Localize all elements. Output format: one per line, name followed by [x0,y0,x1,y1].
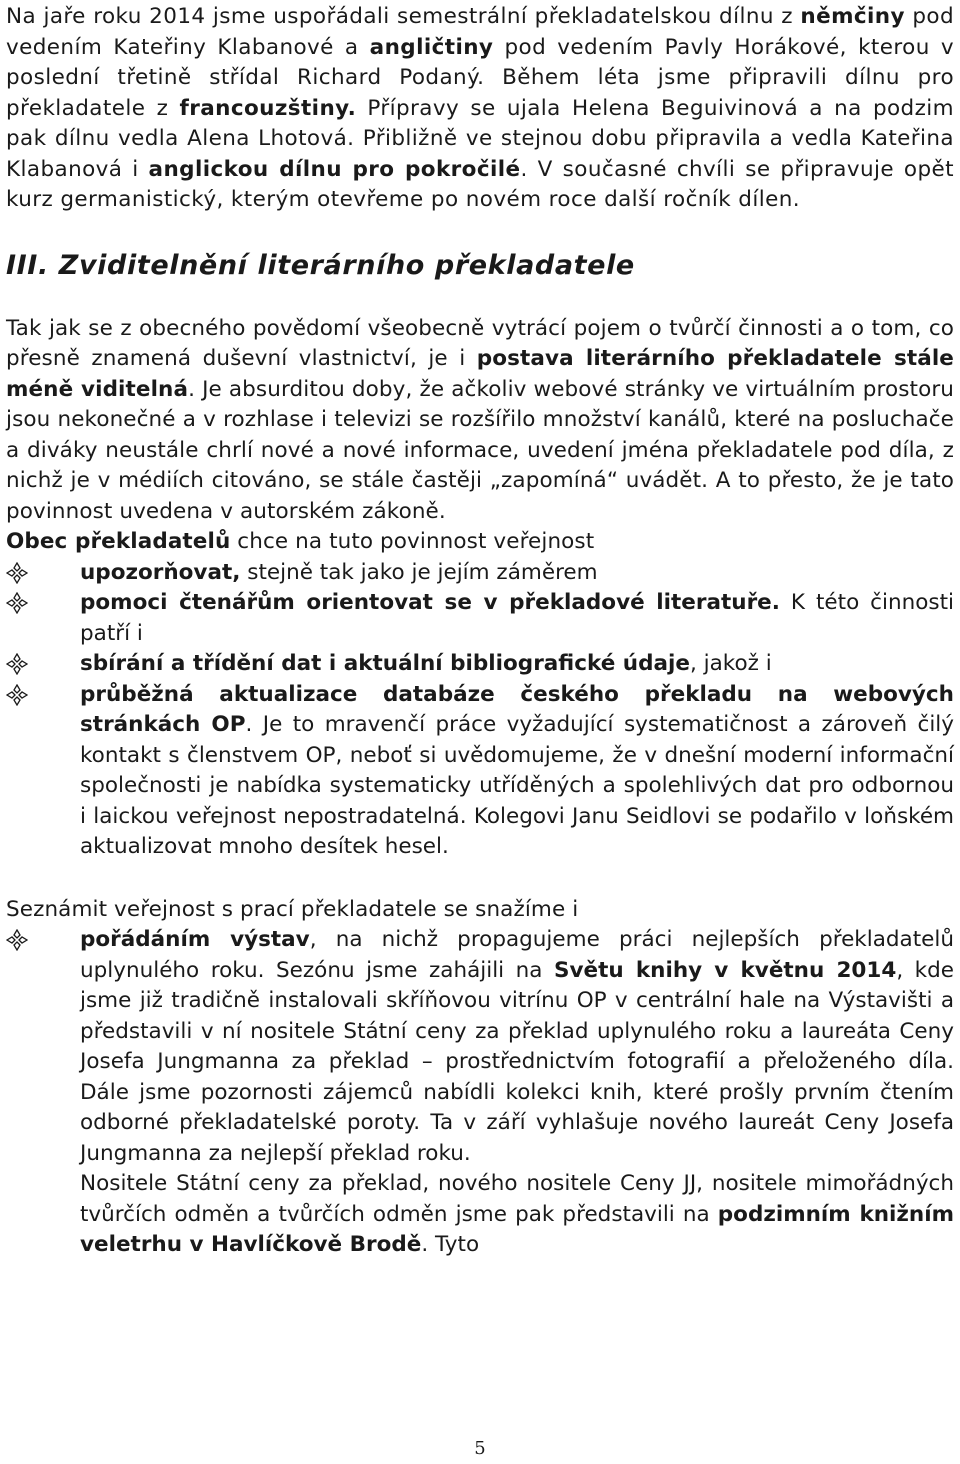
bold-text-run: sbírání a třídění dat i aktuální bibliografické údaje [80,651,690,676]
bold-text-run: podzimním knižním veletrhu v Havlíčkově Brodě [80,1201,955,1257]
bold-text-run: anglickou dílnu pro pokročilé [148,156,521,182]
text-run: , jakož i [689,651,772,676]
text-run: K této činnosti patří i [80,590,954,646]
text-run: Na jaře roku 2014 jsme uspořádali semestrální překladatelskou dílnu z [6,4,801,29]
list-item-continued [6,1169,954,1261]
text-run: pod vedením Kateřiny Klabanové a [6,4,954,60]
body-paragraph-seznamit [6,895,954,926]
text-run: Přípravy se ujala Helena Beguivinová a na podzim pak dílnu vedla Alena Lhotová. Přibližně ve stejnou dobu připravila a vedla Kateřina Klabanová i [6,95,954,182]
bold-text-run: němčiny [800,4,905,29]
bold-text-run: upozorňovat, [80,559,241,585]
list-item [6,588,954,649]
bold-text-run: pomoci čtenářům orientovat se v překladové literatuře. [80,590,780,615]
intro-paragraph [6,2,954,216]
bullet-list-duties [6,558,954,863]
bold-text-run: francouzštiny. [179,95,357,121]
text-run: Seznámit veřejnost s prací překladatele se snažíme i [6,896,579,922]
diamond-of-four-rhombi-icon [6,653,28,675]
section-heading: III. Zviditelnění literárního překladatele [6,249,635,281]
text-run: . Je absurditou doby, že ačkoliv webové stránky ve virtuálním prostoru jsou nekonečné a v rozhlase i televizi se rozšířilo množství kanálů, které na posluchače a diváky neustále chrlí nové a nové informace, uvedení jména překladatele pod díla, z nichž je v médiích citováno, se stále častěji „zapomíná“ uvádět. A to přesto, že je tato povinnost uvedena v autorském zákoně. [6,376,954,524]
bold-text-run: postava literárního překladatele stále méně viditelná [6,346,954,402]
diamond-of-four-rhombi-icon [6,684,28,706]
bullet-list-exhibitions [6,925,954,1169]
bullet-list-exhibitions-continued [6,1169,954,1261]
diamond-of-four-rhombi-icon [6,929,28,951]
list-item [6,649,954,680]
bold-text-run: pořádáním výstav [80,927,310,952]
text-run: Tak jak se z obecného povědomí všeobecně vytrácí pojem o tvůrčí činnosti a o tom, co přesně znamená duševní vlastnictví, je i [6,315,954,371]
bold-text-run: Světu knihy v květnu 2014 [554,957,897,983]
bold-text-run: angličtiny [369,34,494,60]
text-run: . Tyto [421,1232,480,1257]
text-run: Nositele Státní ceny za překlad, nového nositele Ceny JJ, nositele mimořádných tvůrčích odměn a tvůrčích odměn jsme pak představili na [80,1171,954,1227]
bold-text-run: průběžná aktualizace databáze českého překladu na webových stránkách OP [80,681,954,737]
diamond-of-four-rhombi-icon [6,592,28,614]
bold-text-run: Obec překladatelů [6,529,231,554]
text-run: pod vedením Pavly Horákové, kterou v poslední třetině střídal Richard Podaný. Během léta jsme připravili dílnu pro překladatele z [6,34,954,121]
text-run: chce na tuto povinnost veřejnost [230,529,595,554]
page-number: 5 [474,1438,486,1459]
document-page [6,2,954,1261]
text-run: . Je to mravenčí práce vyžadující systematičnost a zároveň čilý kontakt s členstvem OP, neboť si uvědomujeme, že v dnešní moderní informační společnosti je nabídka systematicky utříděných a spolehlivých dat pro odbornou i laickou veřejnost nepostradatelná. Kolegovi Janu Seidlovi se podařilo v loňském aktualizovat mnoho desítek hesel. [80,712,954,859]
body-paragraph-obec [6,527,954,558]
text-run: , kde jsme již tradičně instalovali skříňovou vitrínu OP v centrální hale na Výstavišti a představili v ní nositele Státní ceny za překlad uplynulého roku a laureáta Ceny Josefa Jungmanna za překlad – prostřednictvím fotografií a přeloženého díla. Dále jsme pozornosti zájemců nabídli kolekci knih, které prošly prvním čtením odborné překladatelské poroty. Ta v září vyhlašuje nového laureát Ceny Josefa Jungmanna za nejlepší překlad roku. [80,957,954,1166]
diamond-of-four-rhombi-icon [6,562,28,584]
text-run: stejně tak jako je jejím záměrem [240,559,598,585]
list-item [6,680,954,863]
list-item [6,925,954,1169]
list-item [6,558,954,589]
body-paragraph-visibility [6,314,954,528]
text-run: . V současné chvíli se připravuje opět kurz germanistický, kterým otevřeme po novém roce další ročník dílen. [6,156,954,212]
text-run: , na nichž propagujeme práci nejlepších překladatelů uplynulého roku. Sezónu jsme zahájili na [80,927,954,983]
